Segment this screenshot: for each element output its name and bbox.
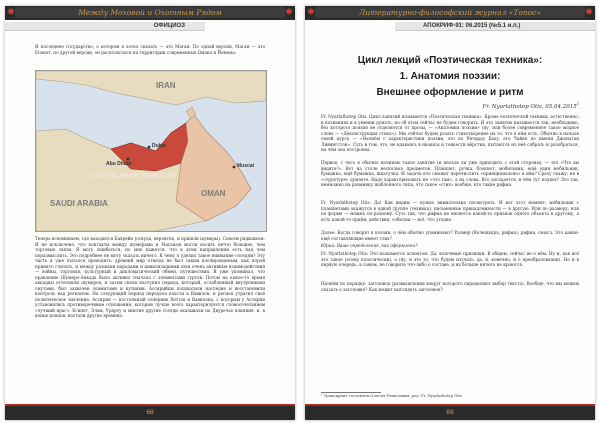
right-page [305, 6, 595, 420]
left-footer-bar [5, 406, 295, 420]
map-label-uae: UNITED ARAB EMIRATES [91, 173, 177, 180]
map-label-saudi: SAUDI ARABIA [50, 199, 108, 208]
right-page-number: 69 [446, 409, 454, 416]
oman-region-map [35, 70, 267, 232]
map-label-dubai: Dubai [152, 143, 166, 149]
right-header-title: Литературно-философский журнал «Топос» [315, 7, 585, 18]
author-footnote-marker: 1 [576, 102, 579, 106]
question-1: Юрий: Ваше определение, как оформлено? [321, 243, 418, 248]
star-icon: ✸ [284, 7, 294, 18]
footnote-rule [321, 392, 381, 393]
map-label-abu-dhabi: Abu Dhabi [106, 161, 131, 167]
map-label-iran: IRAN [156, 81, 176, 90]
left-header-title: Между Моховой и Охотным Рядом [15, 7, 285, 18]
left-intro-paragraph: И последнее государство, о котором я хотел сказать — это Маган. По одной версии, Маган — это Египет, по другой версии, он располагался на территории современных Омана и Йемена: [35, 44, 265, 55]
author-name: Fr. Nyarlathotep Otis, 05.04.2015 [482, 103, 577, 110]
left-page [5, 6, 295, 420]
map-label-oman: OMAN [201, 189, 226, 198]
lecture-title-line1: Цикл лекций «Поэтическая техника»: [357, 55, 543, 66]
left-page-number: 68 [146, 409, 154, 416]
star-icon: ✸ [584, 7, 594, 18]
right-header-bar [305, 6, 595, 20]
left-section-label: ОФИЦИОЗ [5, 22, 205, 31]
left-header-bar [5, 6, 295, 20]
right-footer-bar [305, 406, 595, 420]
paragraph-1: Fr. Nyarlathotep Otis: Цикл занятий называется «Поэтическая техника». Кроме поэтической техники, естественно, в познаниях и в умении думать, но об этом сейчас не будем говорить. И это занятие называется так: необходимо, без которого поэзия не отделяется от прозы, — «Анатомия поэзии» (ну, или более современное такое модное слово — «Деконструкция стиха»). Мы сейчас будем резать стихотворение на то, что в нём есть. Обычно в начале своей курса — «Начнём с характеристики поэзии, это по Ричарду Баху, его Чайке по имени Джонатан Ливингстон». Суть в том, что, не вдаваясь в нюансы и тонкости вёрстки, пытаются из неё собрать и разобраться, на чём она построена. [321, 114, 579, 152]
map-label-muscat: Muscat [237, 163, 255, 169]
paragraph-6: Начнём по порядку: заголовок (размышления вокруг которого определяют выбор текста). Вообще, что мы можем сказать о заголовке? Как может выглядеть заголовок? [321, 281, 579, 292]
right-section-label: АПОКРИФ-91: 06.2015 (№5.1 и.п.) [395, 22, 595, 31]
star-icon: ✸ [306, 7, 316, 18]
lecture-title-line2: 1. Анатомия поэзии: [399, 71, 501, 82]
footnote: ¹ Транскрипт составлен Олегом Ремизовым, ред. Fr. Nyarlathotep Otis [321, 393, 462, 398]
paragraph-2: Первое, с чего я обычно начинаю такое занятие (и нельзя ли уже приходить с этой стороны), — это «Что вы видите?». Вот на столе несколько предметов. Планшет, ручка, блокнот, мобильник, ещё один мобильник, бумажка, ещё бумажка, шкатулка. И задача кто сможет перечислить «принципиально» в нём? Сразу скажу: не в «структуре» думаете. Надо характеризовать не «что там», а на слова. Кто догадается, в чём тут подвох? Это так, немножко на разминку шаблонного типа, что такое «стих» вообще, кто такие рифма. [321, 160, 579, 187]
left-body-text: Теперь вспоминаем, где находится Бахрейн (откуда, вероятно, и пришли шумеры). Совсем рядышком. И не исключено, что контакты между шумерами и Маганом могли носить нечто большее, чем торговые связи. Я могу ошибаться, но мне кажется, что в этом направлении есть над чем поразмыслить. Это подробнее не могу сказать ничего. К чему я уделил такое внимание соседям? Эту часть я уже пытался проводить: древний мир отнюдь не был таким изолированным, как порой принято считать, и между разными народами и цивилизациями шли очень активные взаимодействия — войны, торговля, культурный и дипломатический обмен, путешествия. Я уже упоминал, что правление Шумеро-Аккада было активно сначала с элементами гуртов. Потом на какое-то время аккадцы оттеснили шумеров, и затем снова наступил период, который, ослабленный внутренними смутами, был захвачен эламитами и кутиями. Ассирийцы подхватили наследие и восстановили контроль над регионом. На следующий период передача власти в Вавилон, и регион утратил своё политическое значение. Ассирия — постоянный соперник Хеттов и Вавилона, с которым у Ассирии установились противоречивые отношения, которые лучше всего характеризуются словосочетанием «лучший враг». Египет, Элам, Урарту и многие другие соседи оказывали на Двуречье влияние, и, в конце концов, настали другие времена. [35, 236, 265, 318]
lecture-title-line3: Внешнее оформление и ритм [376, 87, 524, 98]
author-line [482, 102, 579, 110]
paragraph-5: Fr. Nyarlathotep Otis: Это называется аспектом. Да, ключевые признаки. В общем, сейчас не о нём. Ну и, как всё это такое (этому классически), а (ну, и это то, что будем изучать, да, и, конечно, и о преобразовании). Но и в первую очередь, в самом, не говорите что-либо о составе, и их больше ничего не кроются. [321, 251, 579, 267]
paragraph-3: Fr. Nyarlathotep Otis: Да! Как видим — нужно внимательно посмотреть. И вот этот момент: мобильник с планшетами окажутся в одной группе (техника), письменные принадлежности — в другую. Или по размеру, или по форме — можно по-разному. Суть так, что рифма не является какой-то признак одного объекта к другому, а есть какой-то приём, действия, события — всё, что угодно. [321, 200, 579, 222]
star-icon: ✸ [6, 7, 16, 18]
paragraph-4: Далее. Когда говорят в поэзии, о чём обычно упоминают? Размер (Волешапра, рифма), рифма, смысл. Это какие-ещё составляющие имеет стих? [321, 230, 579, 241]
